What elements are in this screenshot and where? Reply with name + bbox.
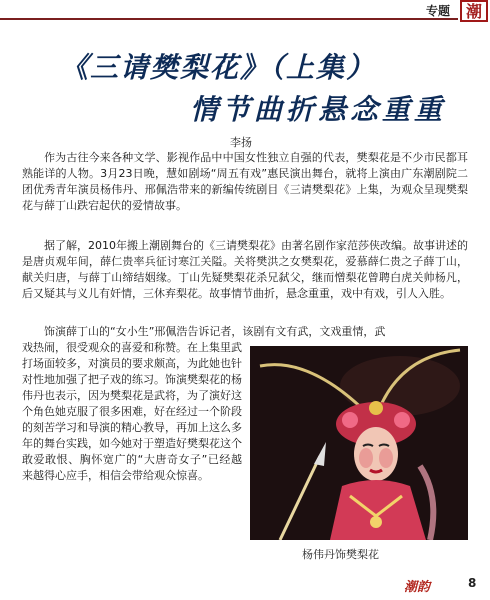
article-title: 《三请樊梨花》（上集） <box>60 51 377 84</box>
page-number: 8 <box>468 576 477 590</box>
paragraph-3-body: 戏热闹，很受观众的喜爱和称赞。在上集里武打场面较多，对演员的要求颇高，为此她也针对性地加强了把子戏的练习。饰演樊梨花的杨伟丹也表示，因为樊梨花是武将，为了演好这个角色她克服了很多困难，好在经过一个阶段的刻苦学习和导演的精心教导，再加上这么多年的舞台实践，如今她对于塑造好樊梨花这个敢爱敢恨、胸怀宽广的“大唐奇女子”已经越来越得心应手，相信会带给观众惊喜。 <box>22 341 242 482</box>
performer-photo <box>250 346 468 540</box>
article-subtitle: 情节曲折悬念重重 <box>190 93 447 126</box>
paragraph-3-lead: 饰演薛丁山的“女小生”邢佩浩告诉记者，该剧有文有武，文戏重情，武 <box>44 325 386 338</box>
photo-caption: 杨伟丹饰樊梨花 <box>302 548 379 561</box>
performer-illustration <box>250 346 468 540</box>
header-bar <box>0 0 490 22</box>
magazine-brand-logo: 潮韵 <box>404 580 431 595</box>
author-byline: 李扬 <box>230 136 252 149</box>
seal-logo: 潮 <box>460 0 488 22</box>
paragraph-2: 据了解，2010年搬上潮剧舞台的《三请樊梨花》由著名剧作家范莎侠改编。故事讲述的是唐贞观年间，薛仁贵率兵征讨寒江关隘。关将樊洪之女樊梨花，爱慕薛仁贵之子薛丁山，献关归唐，与薛丁山缔结姻缘。丁山先疑樊梨花杀兄弑父，继而憎梨花曾聘白虎关帅杨凡，后又疑其与义儿有奸情，三休弃梨花。故事情节曲折，悬念重重，戏中有戏，引人入胜。 <box>22 239 468 300</box>
section-label: 专题 <box>425 4 450 18</box>
paragraph-1: 作为古往今来各种文学、影视作品中中国女性独立自强的代表，樊梨花是不少市民都耳熟能详的人物。3月23日晚，慧如剧场“周五有戏”惠民演出舞台，就将上演由广东潮剧院二团优秀青年演员杨伟丹、邢佩浩带来的新编传统剧目《三请樊梨花》上集，为观众呈现樊梨花与薛丁山跌宕起伏的爱情故事。 <box>22 151 468 212</box>
header-rule <box>0 18 458 20</box>
